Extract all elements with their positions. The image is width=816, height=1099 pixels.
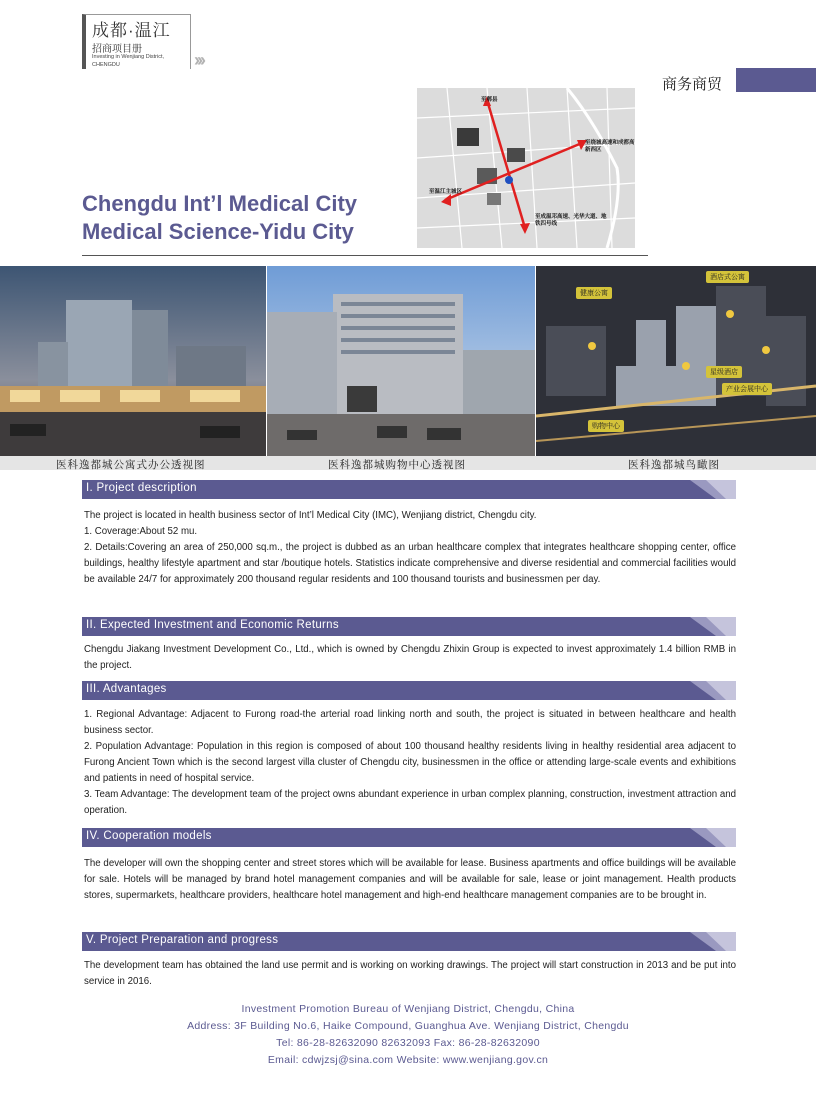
logo-english-line1: Investing in Wenjiang District, (92, 54, 165, 60)
section-title: IV. Cooperation models (86, 830, 212, 842)
aerial-tag: 健康公寓 (576, 287, 612, 299)
aerial-tag: 酒店式公寓 (706, 271, 749, 283)
section-header-accent (676, 617, 736, 636)
paragraph: The developer will own the shopping center and street stores which will be available for lease. Business apartments and office buildings will be available for sale. Hotels will be managed by brand hotel management companies and will be available for sale, lease or joint management. Health products stores, supermarkets, healthcare providers, healthcare hotel management and high-end healthcare management companies are to be brought in. (84, 858, 736, 901)
section-header (82, 480, 736, 499)
shopping-center-rendering (267, 266, 535, 456)
section-body (84, 707, 736, 819)
section-header-accent (676, 681, 736, 700)
footer-organization: Investment Promotion Bureau of Wenjiang District, Chengdu, China (241, 1003, 575, 1015)
section-body (84, 856, 736, 904)
footer-contact: Email: cdwjzsj@sina.com Website: www.wenjiang.gov.cn (267, 1054, 549, 1066)
apartment-office-drawing (0, 266, 266, 456)
section-title: I. Project description (86, 482, 197, 494)
category-bar (736, 68, 816, 92)
apartment-office-rendering (0, 266, 266, 456)
section-header-accent (676, 932, 736, 951)
map-label: 至郫县 (481, 97, 498, 103)
section-body (84, 642, 736, 674)
map-label: 至成温邛高速、光华大道、地铁四号线 (535, 214, 607, 227)
aerial-tag: 星级酒店 (706, 366, 742, 378)
paragraph: Chengdu Jiakang Investment Development Co., Ltd., which is owned by Chengdu Zhixin Group is expected to invest approximately 1.4 billion RMB in the project. (84, 644, 736, 671)
logo-title: 成都·温江 (92, 21, 171, 40)
map-label: 至温江主城区 (429, 189, 463, 195)
photo-caption: 医科逸都城鸟瞰图 (628, 459, 720, 471)
shopping-center-drawing (267, 266, 535, 456)
section-header (82, 932, 736, 951)
section-header-accent (676, 828, 736, 847)
section-header (82, 617, 736, 636)
chevrons-icon: ››› (194, 50, 203, 70)
paragraph: 2. Details:Covering an area of 250,000 sq.m., the project is dubbed as an urban healthcare complex that integrates healthcare shopping center, office buildings, healthy lifestyle apartment and star /boutique hotels. Statistics indicate comprehensive and diverse residential and commercial facilities would be available 24/7 for approximately 200 thousand regular residents and 100 thousand tourists and businessmen per day. (84, 542, 736, 585)
photo-caption: 医科逸都城购物中心透视图 (328, 459, 466, 471)
section-body (84, 958, 736, 990)
aerial-tag: 产业会展中心 (722, 383, 772, 395)
section-header (82, 828, 736, 847)
aerial-view-rendering (536, 266, 816, 456)
footer-phone: Tel: 86-28-82632090 82632093 Fax: 86-28-82632090 (276, 1037, 540, 1049)
project-title-line2: Medical Science-Yidu City (82, 219, 354, 244)
paragraph: 1. Regional Advantage: Adjacent to Furong road-the arterial road linking north and south, the project is situated in between healthcare and health business sector. (84, 709, 736, 736)
aerial-tag: 购物中心 (588, 420, 624, 432)
logo-subtitle: 招商项目册 (92, 44, 142, 55)
paragraph: The development team has obtained the land use permit and is working on working drawings. The project will start construction in 2013 and be put into service in 2016. (84, 960, 736, 987)
section-header-accent (676, 480, 736, 499)
category-label: 商务商贸 (662, 76, 723, 93)
title-divider (82, 255, 648, 256)
photo-caption: 医科逸都城公寓式办公透视图 (56, 459, 206, 471)
paragraph: 3. Team Advantage: The development team of the project owns abundant experience in urban complex planning, construction, investment attraction and operation. (84, 789, 736, 816)
section-title: III. Advantages (86, 683, 167, 695)
paragraph: The project is located in health business sector of Int’l Medical City (IMC), Wenjiang district, Chengdu city. (84, 510, 537, 521)
section-title: II. Expected Investment and Economic Returns (86, 619, 339, 631)
section-title: V. Project Preparation and progress (86, 934, 279, 946)
paragraph: 2. Population Advantage: Population in this region is composed of about 100 thousand healthy residents living in healthy residential area adjacent to Furong Ancient Town which is the second largest villa cluster of Chengdu city, businessmen in the office or attending large-scale events and exhibitions and patients in need of hospital service. (84, 741, 736, 784)
map-label: 至绕城高速和成都高新西区 (585, 140, 635, 153)
project-title-line1: Chengdu Int’l Medical City (82, 191, 358, 216)
footer-address: Address: 3F Building No.6, Haike Compound, Guanghua Ave. Wenjiang District, Chengdu (187, 1020, 629, 1032)
section-header (82, 681, 736, 700)
paragraph: 1. Coverage:About 52 mu. (84, 526, 198, 537)
logo-english-line2: CHENGDU (92, 62, 120, 68)
location-map (417, 88, 635, 248)
section-body (84, 508, 736, 588)
